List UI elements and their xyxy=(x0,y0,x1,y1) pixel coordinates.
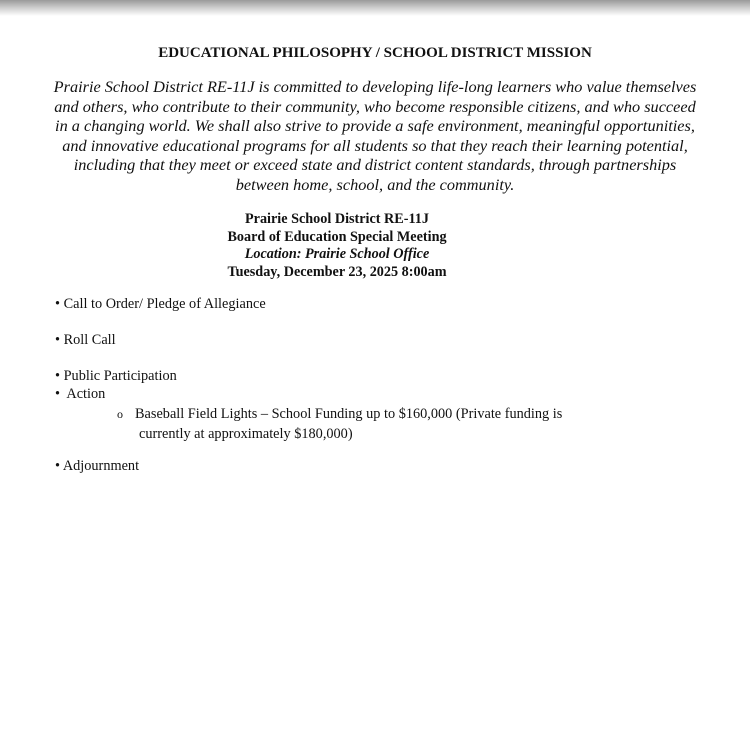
mission-line: and others, who contribute to their community, who become responsible citizens, and who succeed xyxy=(54,96,696,116)
meeting-datetime: Tuesday, December 23, 2025 8:00am xyxy=(227,264,447,281)
agenda-item-label: Adjournment xyxy=(62,458,140,474)
top-shadow xyxy=(0,0,750,16)
agenda-item xyxy=(55,296,266,313)
agenda-item xyxy=(55,458,139,475)
bullet-icon: • xyxy=(55,458,61,474)
meeting-header xyxy=(0,211,674,282)
bullet-icon: • xyxy=(55,368,61,384)
district-name: Prairie School District RE-11J xyxy=(244,211,429,227)
bullet-icon: • xyxy=(55,386,61,402)
meeting-location: Location: Prairie School Office xyxy=(244,246,430,263)
mission-line: Prairie School District RE-11J is committed to developing life-long learners who value themselves xyxy=(53,77,697,96)
bullet-icon: • xyxy=(55,332,61,348)
agenda-item xyxy=(55,386,105,403)
agenda-item-label: Action xyxy=(66,386,106,402)
agenda-sub-item xyxy=(117,404,562,444)
mission-line: between home, school, and the community. xyxy=(235,174,515,194)
mission-statement xyxy=(0,77,750,194)
mission-line: including that they meet or exceed state and district content standards, through partnerships xyxy=(73,155,677,174)
sub-item-line: currently at approximately $180,000) xyxy=(139,426,353,442)
bullet-icon: • xyxy=(55,296,61,312)
agenda-item-label: Call to Order/ Pledge of Allegiance xyxy=(63,296,266,312)
agenda-item xyxy=(55,368,177,385)
mission-line: and innovative educational programs for all students so that they reach their learning potential, xyxy=(62,135,688,155)
meeting-name: Board of Education Special Meeting xyxy=(227,228,447,245)
sub-item-line: Baseball Field Lights – School Funding up to $160,000 (Private funding is xyxy=(135,406,563,422)
mission-line: in a changing world. We shall also strive to provide a safe environment, meaningful opportunities, xyxy=(55,116,695,135)
agenda-item xyxy=(55,332,116,349)
circle-bullet-icon: o xyxy=(117,407,123,421)
page-title: EDUCATIONAL PHILOSOPHY / SCHOOL DISTRICT MISSION xyxy=(158,45,592,61)
agenda-item-label: Roll Call xyxy=(63,332,116,348)
agenda-item-label: Public Participation xyxy=(63,368,177,384)
